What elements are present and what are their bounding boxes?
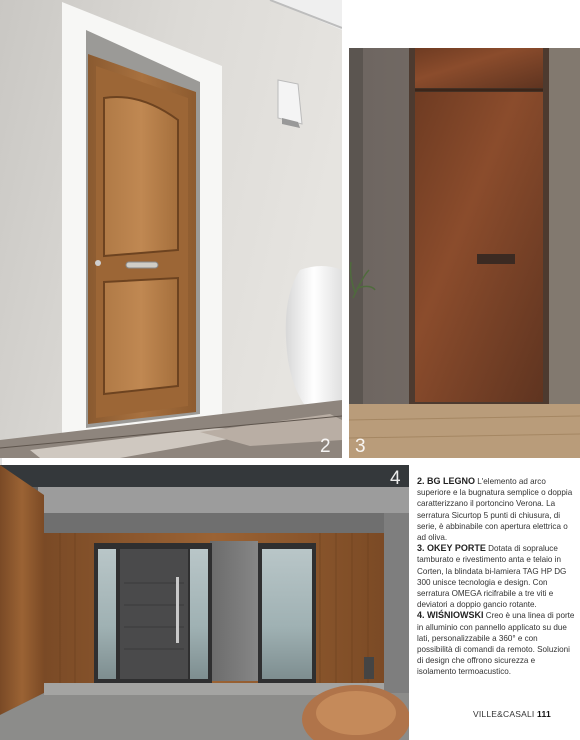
- text-wisniowski: Creo è una linea di porte in alluminio con pannello applicato su due lati, personalizzabile a 360° e con possibilità di comandi da remoto. Soluzioni di design che offrono sicurezza e isolamento termoacustico.: [417, 611, 575, 677]
- article-item-okey-porte: [417, 543, 575, 610]
- brand-okey-porte: 3. OKEY PORTE: [417, 543, 486, 554]
- photo-number-3: 3: [355, 436, 366, 457]
- article-item-bg-legno: [417, 476, 575, 543]
- page-number: 111: [537, 709, 551, 719]
- okey-porte-door-illustration: [349, 48, 580, 458]
- bg-legno-door-illustration: [0, 0, 342, 458]
- brand-wisniowski: 4. WIŚNIOWSKI: [417, 610, 484, 621]
- magazine-name: VILLE&CASALI: [473, 709, 535, 719]
- photo-wisniowski-entrance: [0, 465, 409, 740]
- article-text: [417, 476, 575, 678]
- wisniowski-entrance-illustration: [0, 465, 409, 740]
- page-footer: [473, 709, 551, 719]
- photo-okey-porte-door: [349, 48, 580, 458]
- text-bg-legno: L'elemento ad arco superiore e la bugnatura semplice o doppia caratterizzano il portoncino Verona. La serratura Sicurtop 5 punti di chiusura, di serie, è abbinabile con apertura elettrica o ad oliva.: [417, 477, 573, 543]
- article-item-wisniowski: [417, 610, 575, 677]
- photo-number-4: 4: [390, 468, 401, 489]
- photo-bg-legno-door: [0, 0, 342, 458]
- text-okey-porte: Dotata di sopraluce tamburato e rivestimento anta e telaio in Corten, la blindata bi-lamiera TAG HP DG 300 unisce tecnologia e design. Con serratura OMEGA ricifrabile a tre viti e deviatori a doppio gancio rotante.: [417, 544, 567, 610]
- photo-number-2: 2: [320, 436, 331, 457]
- brand-bg-legno: 2. BG LEGNO: [417, 476, 476, 486]
